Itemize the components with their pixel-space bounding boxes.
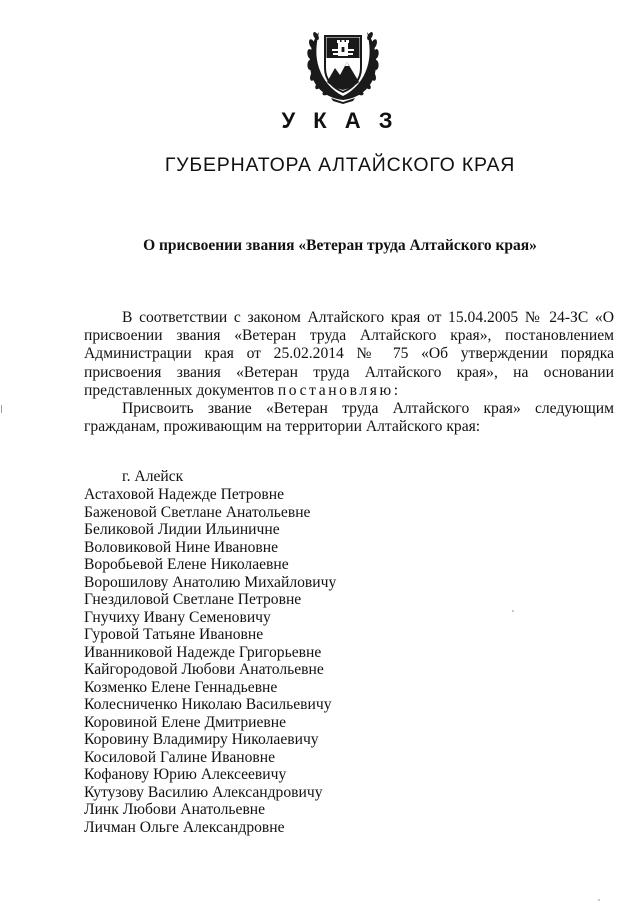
decree-issuer: ГУБЕРНАТОРА АЛТАЙСКОГО КРАЯ <box>164 154 516 176</box>
list-item: Воробьевой Елене Николаевне <box>84 556 289 573</box>
list-item: Гуровой Татьяне Ивановне <box>84 626 264 643</box>
list-item: Косиловой Галине Ивановне <box>84 748 276 766</box>
resolution-keyword: постановляю: <box>277 381 401 399</box>
list-item: Воловиковой Нине Ивановне <box>84 538 279 556</box>
list-item: Линк Любови Анатольевне <box>84 801 266 818</box>
list-item: Беликовой Лидии Ильиничне <box>84 521 280 538</box>
list-item: Козменко Елене Геннадьевне <box>84 678 278 696</box>
list-item: Астаховой Надежде Петровне <box>84 486 284 503</box>
decree-title: У К А З <box>281 108 399 133</box>
resolution-paragraph: Присвоить звание «Ветеран труда Алтайского края» следующим гражданам, проживающим на территории Алтайского края: <box>84 400 614 436</box>
recipients-list <box>84 486 336 836</box>
list-item: Колесниченко Николаю Васильевичу <box>84 696 332 713</box>
list-item: Коровиной Елене Дмитриевне <box>84 713 287 731</box>
scan-edge-mark <box>1 405 2 413</box>
list-item: Кофанову Юрию Алексеевичу <box>84 766 287 783</box>
preamble-text: В соответствии с законом Алтайского края от 15.04.2005 № 24-ЗС «О присвоении звания «Ветеран труда Алтайского края», постановлением Администрации края от 25.02.2014 № 75 «Об утверждении порядка присвоения звания «Ветеран труда Алтайского края», на основании представленных документов <box>84 309 614 399</box>
city-heading: г. Алейск <box>122 468 184 485</box>
list-item: Ворошилову Анатолию Михайловичу <box>84 573 337 591</box>
preamble-paragraph <box>84 309 614 400</box>
decree-subject: О присвоении звания «Ветеран труда Алтайского края» <box>143 237 537 254</box>
list-item: Личман Ольге Александровне <box>84 818 285 836</box>
list-item: Кутузову Василию Александровичу <box>84 783 323 801</box>
coat-of-arms-icon <box>303 22 383 104</box>
list-item: Коровину Владимиру Николаевичу <box>84 731 319 748</box>
list-item: Гнездиловой Светлане Петровне <box>84 591 302 608</box>
list-item: Иванниковой Надежде Григорьевне <box>84 643 322 661</box>
list-item: Гнучиху Ивану Семеновичу <box>84 608 271 626</box>
scan-speck <box>598 899 600 901</box>
list-item: Баженовой Светлане Анатольевне <box>84 503 311 521</box>
scan-speck <box>512 610 514 612</box>
list-item: Кайгородовой Любови Анатольевне <box>84 661 324 678</box>
decree-body <box>84 309 614 436</box>
